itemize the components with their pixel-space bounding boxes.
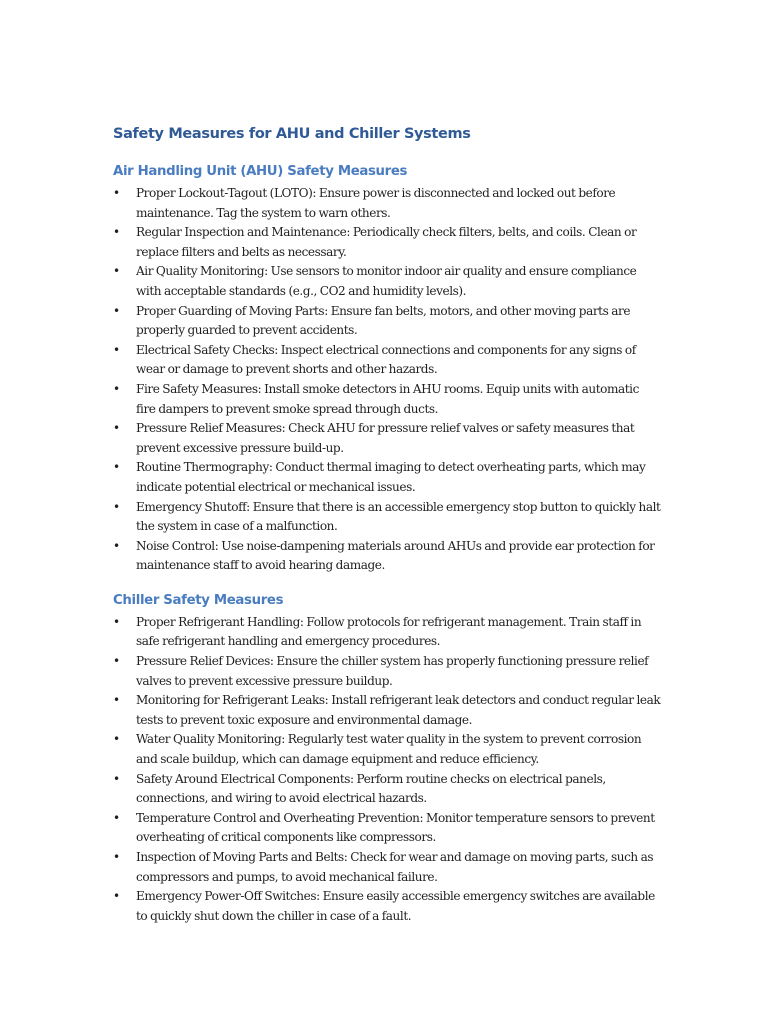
- ahu-safety-list: [113, 184, 661, 576]
- list-item-text: Routine Thermography: Conduct thermal imaging to detect overheating parts, which may indicate potential electrical or mechanical issues.: [136, 460, 646, 494]
- list-item: [113, 262, 661, 301]
- bullet-icon: •: [113, 732, 120, 747]
- list-item-text: Fire Safety Measures: Install smoke detectors in AHU rooms. Equip units with automatic fire dampers to prevent smoke spread through ducts.: [136, 381, 639, 416]
- bullet-icon: •: [113, 850, 120, 864]
- bullet-icon: •: [113, 421, 120, 436]
- list-item-text: Air Quality Monitoring: Use sensors to monitor indoor air quality and ensure compliance with acceptable standards (e.g., CO2 and humidity levels).: [136, 264, 637, 298]
- bullet-icon: •: [113, 614, 120, 629]
- section-heading-chiller: Chiller Safety Measures: [113, 592, 284, 608]
- bullet-icon: •: [113, 186, 120, 200]
- list-item: [113, 380, 661, 419]
- list-item: [113, 458, 661, 497]
- list-item: [113, 613, 661, 652]
- list-item: [113, 419, 661, 458]
- list-item: [113, 652, 661, 691]
- bullet-icon: •: [113, 381, 120, 396]
- list-item: [113, 223, 661, 262]
- list-item-text: Temperature Control and Overheating Prevention: Monitor temperature sensors to prevent overheating of critical components like compressors.: [136, 810, 655, 845]
- list-item-text: Emergency Shutoff: Ensure that there is an accessible emergency stop button to quickly halt the system in case of a malfunction.: [136, 499, 661, 534]
- bullet-icon: •: [113, 654, 120, 669]
- list-item-text: Pressure Relief Measures: Check AHU for pressure relief valves or safety measures that prevent excessive pressure build-up.: [136, 421, 635, 455]
- chiller-safety-list: [113, 613, 661, 927]
- bullet-icon: •: [113, 889, 120, 904]
- list-item-text: Monitoring for Refrigerant Leaks: Install refrigerant leak detectors and conduct regular leak tests to prevent toxic exposure and environmental damage.: [136, 693, 661, 727]
- list-item-text: Electrical Safety Checks: Inspect electrical connections and components for any signs of wear or damage to prevent shorts and other hazards.: [136, 342, 636, 377]
- bullet-icon: •: [113, 538, 120, 553]
- list-item-text: Safety Around Electrical Components: Perform routine checks on electrical panels, connections, and wiring to avoid electrical hazards.: [136, 771, 606, 806]
- bullet-icon: •: [113, 225, 120, 240]
- list-item: [113, 498, 661, 537]
- list-item-text: Noise Control: Use noise-dampening materials around AHUs and provide ear protection for maintenance staff to avoid hearing damage.: [136, 538, 655, 573]
- list-item: [113, 537, 661, 576]
- list-item-text: Regular Inspection and Maintenance: Periodically check filters, belts, and coils. Clean or replace filters and belts as necessary.: [136, 225, 637, 259]
- bullet-icon: •: [113, 264, 120, 279]
- document-body: [113, 122, 661, 926]
- list-item: [113, 809, 661, 848]
- document-title: Safety Measures for AHU and Chiller Systems: [113, 126, 471, 142]
- list-item: [113, 302, 661, 341]
- list-item-text: Emergency Power-Off Switches: Ensure easily accessible emergency switches are available to quickly shut down the chiller in case of a fault.: [136, 889, 655, 923]
- bullet-icon: •: [113, 499, 120, 514]
- list-item-text: Water Quality Monitoring: Regularly test water quality in the system to prevent corrosion and scale buildup, which can damage equipment and reduce efficiency.: [136, 732, 642, 767]
- list-item: [113, 341, 661, 380]
- bullet-icon: •: [113, 303, 120, 318]
- list-item-text: Inspection of Moving Parts and Belts: Check for wear and damage on moving parts, such as compressors and pumps, to avoid mechanical failure.: [136, 850, 654, 884]
- list-item-text: Proper Guarding of Moving Parts: Ensure fan belts, motors, and other moving parts are properly guarded to prevent accidents.: [136, 303, 631, 338]
- list-item: [113, 184, 661, 223]
- list-item: [113, 887, 661, 926]
- section-heading-ahu: Air Handling Unit (AHU) Safety Measures: [113, 164, 408, 179]
- bullet-icon: •: [113, 693, 120, 708]
- list-item: [113, 770, 661, 809]
- list-item-text: Proper Lockout-Tagout (LOTO): Ensure power is disconnected and locked out before maintenance. Tag the system to warn others.: [136, 186, 616, 220]
- list-item: [113, 848, 661, 887]
- bullet-icon: •: [113, 342, 120, 357]
- bullet-icon: •: [113, 771, 120, 786]
- list-item: [113, 691, 661, 730]
- list-item: [113, 730, 661, 769]
- bullet-icon: •: [113, 460, 120, 475]
- list-item-text: Pressure Relief Devices: Ensure the chiller system has properly functioning pressure relief valves to prevent excessive pressure buildup.: [136, 654, 649, 688]
- list-item-text: Proper Refrigerant Handling: Follow protocols for refrigerant management. Train staff in safe refrigerant handling and emergency procedures.: [136, 614, 642, 649]
- bullet-icon: •: [113, 810, 120, 825]
